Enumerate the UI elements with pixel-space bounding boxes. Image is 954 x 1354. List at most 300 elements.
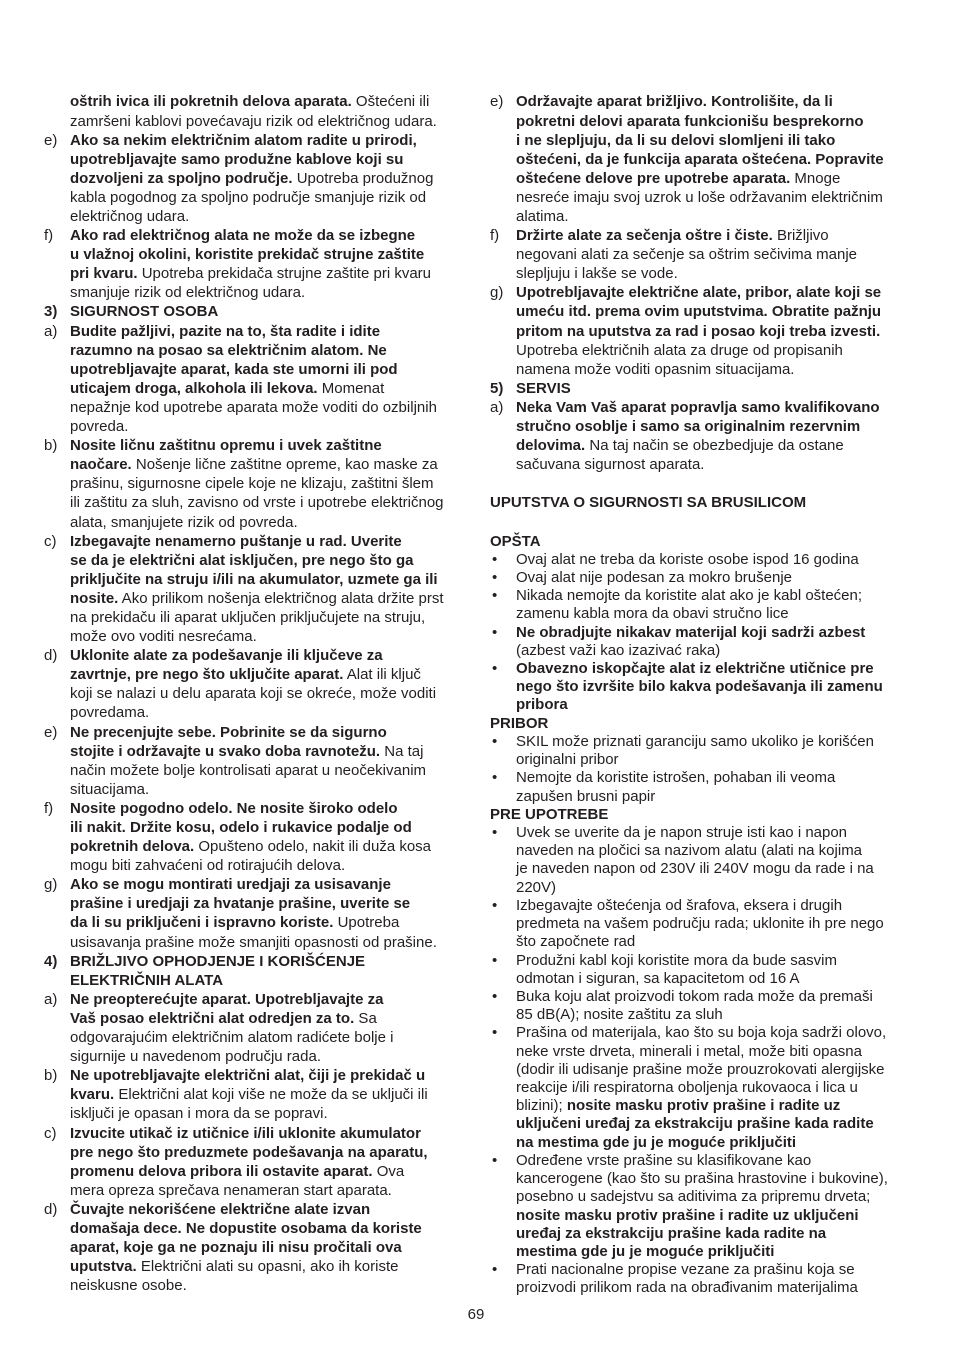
bold-text: Budite pažljivi, pazite na to, šta radite i idite xyxy=(70,322,381,340)
text-line xyxy=(70,169,484,188)
item-marker: e) xyxy=(490,93,504,111)
bold-text: razumno na posao sa električnim alatom. Ne xyxy=(70,341,387,359)
body-text: Upotreba električnih alata za druge od propisanih xyxy=(516,341,843,359)
text-line xyxy=(516,1225,930,1243)
page-number: 69 xyxy=(467,1305,485,1323)
text-line xyxy=(516,751,930,769)
body-text: zapušen brusni papir xyxy=(516,787,656,805)
text-line xyxy=(70,570,484,589)
body-text: Prašina od materijala, kao što su boja koja sadrži olovo, xyxy=(516,1024,887,1042)
group-heading: PRE UPOTREBE xyxy=(490,805,609,823)
bold-text: da li su priključeni i ispravno koriste. xyxy=(70,914,334,932)
bold-text: pri kvaru. xyxy=(70,265,138,283)
body-text: Ovaj alat ne treba da koriste osobe ispod 16 godina xyxy=(516,550,859,568)
item-text xyxy=(70,723,484,799)
text-line xyxy=(70,703,484,722)
bullet-group xyxy=(490,715,930,806)
text-line xyxy=(70,780,484,799)
body-text: Upotreba xyxy=(333,914,400,932)
bold-text: Neka Vam Vaš aparat popravlja samo kvalifikovano xyxy=(516,398,880,416)
text-line xyxy=(70,379,484,398)
text-line xyxy=(516,1207,930,1225)
text-line xyxy=(516,1261,930,1279)
bullet-item xyxy=(490,569,930,587)
bold-text: Ne obradjujte nikakav materijal koji sadrži azbest xyxy=(516,623,866,641)
body-text: Brižljivo xyxy=(772,227,829,245)
item-text xyxy=(70,302,484,321)
body-text: proizvodi prilikom rada na obrađivanim materijalima xyxy=(516,1279,858,1297)
bold-text: nego što izvršite bilo kakva podešavanja ili zamenu xyxy=(516,678,883,696)
item-text xyxy=(516,283,930,378)
body-text: sigurnije u navedenom području rada. xyxy=(70,1048,321,1066)
right-column xyxy=(490,92,930,1297)
text-line xyxy=(70,665,484,684)
bold-text: aparat, koje ga ne poznaju ili nisu pročitali ova xyxy=(70,1239,402,1257)
body-text: kabla pogodnog za spoljno područje smanjuje rizik od xyxy=(70,188,427,206)
list-item xyxy=(44,1124,484,1200)
body-text: namena može voditi opasnim situacijama. xyxy=(516,360,795,378)
text-line xyxy=(70,417,484,436)
body-text: (azbest važi kao izazivać raka) xyxy=(516,641,721,659)
text-line xyxy=(70,799,484,818)
text-line xyxy=(70,532,484,551)
bold-text: umeću itd. prema ovim uputstvima. Obratite pažnju xyxy=(516,303,882,321)
item-marker: f) xyxy=(44,799,54,817)
body-text: kancerogene (kao što su prašina hrastovine i bukovine), xyxy=(516,1170,888,1188)
item-text xyxy=(516,226,930,283)
bullet-marker: • xyxy=(492,568,498,586)
item-marker: a) xyxy=(490,398,504,416)
body-text: Prati nacionalne propise vezane za prašinu koja se xyxy=(516,1261,855,1279)
text-line xyxy=(70,513,484,532)
body-text: Upotreba prekidača strujne zaštite pri kvaru xyxy=(137,265,432,283)
text-line xyxy=(70,1047,484,1066)
bullet-group xyxy=(490,532,930,715)
item-marker: g) xyxy=(490,284,504,302)
bold-text: prašine i uredjaji za hvatanje prašine, uverite se xyxy=(70,895,411,913)
bullet-item xyxy=(490,551,930,569)
bold-text: domašaja dece. Ne dopustite osobama da koriste xyxy=(70,1219,422,1237)
body-text: Nikada nemojte da koristite alat ako je kabl oštećen; xyxy=(516,587,863,605)
item-text xyxy=(516,660,930,715)
item-text xyxy=(516,398,930,474)
bullet-marker: • xyxy=(492,951,498,969)
body-text: način možete bolje kontrolisati aparat u neočekivanim xyxy=(70,761,427,779)
text-line xyxy=(70,837,484,856)
text-line xyxy=(70,646,484,665)
bold-text: uključeni uređaj za ekstrakciju prašine kada radite xyxy=(516,1115,874,1133)
body-text: Na taj način se obezbedjuje da ostane xyxy=(585,437,844,455)
body-text: nepažnje kod upotrebe aparata može voditi do ozbiljnih xyxy=(70,398,437,416)
bold-text: se da je električni alat isključen, pre nego što ga xyxy=(70,551,414,569)
list-item xyxy=(44,990,484,1066)
text-line xyxy=(516,398,930,417)
text-line xyxy=(70,627,484,646)
text-line xyxy=(70,913,484,932)
body-text: zamršeni kablovi povećavaju rizik od električnog udara. xyxy=(70,112,437,130)
bullet-marker: • xyxy=(492,732,498,750)
bullet-item xyxy=(490,769,930,805)
text-line xyxy=(516,824,930,842)
text-line xyxy=(70,226,484,245)
item-text xyxy=(516,1024,930,1152)
item-text xyxy=(70,1066,484,1123)
text-line xyxy=(70,1085,484,1104)
text-line xyxy=(516,678,930,696)
text-line xyxy=(516,322,930,341)
text-line xyxy=(70,1181,484,1200)
body-text: koji se nalazi u delu aparata koji se okreće, može voditi xyxy=(70,685,437,703)
body-text: mogu biti zahvaćeni od rotirajućih delova. xyxy=(70,857,346,875)
body-text: Alat ili ključ xyxy=(343,666,421,684)
item-marker: d) xyxy=(44,1200,58,1218)
safety-list-continued xyxy=(490,92,930,474)
body-text: neke vrste drveta, minerali i metal, može biti opasna xyxy=(516,1042,862,1060)
item-marker: 3) xyxy=(44,303,58,321)
bold-text: stručno osoblje i samo sa originalnim rezervnim xyxy=(516,418,861,436)
body-text: posebno u sadejstvu sa aditivima za pripremu drveta; xyxy=(516,1188,871,1206)
body-text: sačuvana sigurnost aparata. xyxy=(516,456,705,474)
section-heading xyxy=(490,379,930,398)
bullet-item xyxy=(490,952,930,988)
text-line xyxy=(516,1006,930,1024)
list-item xyxy=(44,646,484,722)
text-line xyxy=(70,742,484,761)
bold-text: pokretnih delova. xyxy=(70,838,195,856)
body-text: 220V) xyxy=(516,878,557,896)
text-line xyxy=(516,283,930,302)
body-text: Određene vrste prašine su klasifikovane kao xyxy=(516,1151,812,1169)
bullet-item xyxy=(490,733,930,769)
bold-text: Održavajte aparat brižljivo. Kontrolišite, da li xyxy=(516,93,833,111)
text-line xyxy=(70,990,484,1009)
text-line xyxy=(516,436,930,455)
text-line xyxy=(516,1097,930,1115)
text-line xyxy=(70,150,484,169)
bullet-list xyxy=(490,733,930,806)
body-text: usisavanja prašine može smanjiti opasnosti od prašine. xyxy=(70,933,437,951)
bullet-marker: • xyxy=(492,987,498,1005)
group-heading: PRIBOR xyxy=(490,714,549,732)
item-text xyxy=(70,1124,484,1200)
bold-text: pritom na uputstva za rad i posao koji treba izvesti. xyxy=(516,322,881,340)
bold-text: dozvoljeni za spoljno područje. xyxy=(70,169,293,187)
bold-text: Izbegavajte nenamerno puštanje u rad. Uverite xyxy=(70,532,402,550)
bullet-item xyxy=(490,1261,930,1297)
list-item xyxy=(44,799,484,875)
text-line xyxy=(70,283,484,302)
text-line xyxy=(70,1200,484,1219)
body-text: Nošenje lične zaštitne opreme, kao maske za xyxy=(131,456,438,474)
text-line xyxy=(70,1124,484,1143)
text-line xyxy=(516,302,930,321)
text-line xyxy=(70,1257,484,1276)
body-text: blizini); xyxy=(516,1097,563,1115)
text-line xyxy=(516,1061,930,1079)
text-line xyxy=(70,971,484,990)
body-text: alatima. xyxy=(516,208,569,225)
body-text: Ovaj alat nije podesan za mokro brušenje xyxy=(516,568,792,586)
item-text xyxy=(516,988,930,1024)
bold-text: upotrebljavajte samo produžne kablove koji su xyxy=(70,150,404,168)
body-text: povredama. xyxy=(70,704,150,722)
bold-text: kvaru. xyxy=(70,1086,115,1104)
item-marker: b) xyxy=(44,437,58,455)
grinder-safety-section xyxy=(490,493,930,1297)
bold-text: promenu delova pribora ili ostavite aparat. xyxy=(70,1162,373,1180)
body-text: Buka koju alat proizvodi tokom rada može da premaši xyxy=(516,987,873,1005)
item-marker: e) xyxy=(44,131,58,149)
bold-text: nosite masku protiv prašine i radite uz uključeni xyxy=(516,1206,859,1224)
bold-text: Čuvajte nekorišćene električne alate izvan xyxy=(70,1200,371,1218)
text-line xyxy=(70,1009,484,1028)
body-text: Oštećeni ili xyxy=(351,93,430,111)
text-line xyxy=(516,660,930,678)
bold-text: Izvucite utikač iz utičnice i/ili uklonite akumulator xyxy=(70,1124,421,1142)
body-text: smanjuje rizik od električnog udara. xyxy=(70,284,306,302)
item-text xyxy=(70,799,484,875)
list-item xyxy=(490,92,930,226)
text-line xyxy=(70,1143,484,1162)
text-line xyxy=(516,360,930,379)
item-marker: e) xyxy=(44,723,58,741)
text-line xyxy=(516,605,930,623)
text-line xyxy=(70,875,484,894)
bold-text: mestima gde ju je moguće priključiti xyxy=(516,1243,775,1260)
group-heading: OPŠTA xyxy=(490,532,541,550)
body-text: Ako prilikom nošenja električnog alata držite prst xyxy=(118,589,444,607)
section-heading xyxy=(44,302,484,321)
text-line xyxy=(70,245,484,264)
text-line xyxy=(70,1162,484,1181)
text-line xyxy=(70,360,484,379)
bullet-item xyxy=(490,1152,930,1261)
body-text: Sa xyxy=(354,1009,377,1027)
bold-text: Vaš posao električni alat odredjen za to. xyxy=(70,1009,355,1027)
bullet-group xyxy=(490,806,930,1298)
text-line xyxy=(70,894,484,913)
text-line xyxy=(516,842,930,860)
body-text: električnog udara. xyxy=(70,208,190,225)
text-line xyxy=(70,92,484,111)
bold-text: nosite masku protiv prašine i radite uz xyxy=(562,1097,841,1115)
bullet-list xyxy=(490,551,930,715)
text-line xyxy=(70,608,484,627)
bullet-marker: • xyxy=(492,623,498,641)
text-line xyxy=(516,915,930,933)
list-item xyxy=(490,226,930,283)
list-item xyxy=(44,1066,484,1123)
bold-text: oštećeni, da je funkcija aparata oštećena. Popravite xyxy=(516,150,884,168)
item-text xyxy=(70,436,484,531)
bold-text: Nosite pogodno odelo. Ne nosite široko odelo xyxy=(70,799,398,817)
bold-text: priključite na struju i/ili na akumulator, uzmete ga ili xyxy=(70,570,438,588)
bold-text: uticajem droga, alkohola ili lekova. xyxy=(70,379,318,397)
item-marker: c) xyxy=(44,1124,57,1142)
body-text: alata, smanjujete rizik od povreda. xyxy=(70,513,298,531)
bold-text: Nosite ličnu zaštitnu opremu i uvek zaštitne xyxy=(70,437,382,455)
body-text: zamenu kabla mora da obavi stručno lice xyxy=(516,605,789,623)
item-marker: d) xyxy=(44,647,58,665)
body-text: što započnete rad xyxy=(516,933,636,951)
item-text xyxy=(516,769,930,805)
item-text xyxy=(516,824,930,897)
text-line xyxy=(516,551,930,569)
text-line xyxy=(516,733,930,751)
body-text: isključi je opasan i mora da se popravi. xyxy=(70,1105,328,1123)
text-line xyxy=(516,1043,930,1061)
body-text: povreda. xyxy=(70,418,129,436)
text-line xyxy=(70,112,484,131)
list-item xyxy=(44,723,484,799)
item-text xyxy=(70,1200,484,1295)
bold-text: pribora xyxy=(516,696,568,714)
text-line xyxy=(516,642,930,660)
item-marker: 4) xyxy=(44,952,58,970)
body-text: prašinu, sigurnosne cipele koje ne klizaju, zaštitni šlem xyxy=(70,475,434,493)
body-text: Produžni kabl koji koristite mora da bude sasvim xyxy=(516,951,837,969)
body-text: je naveden napon od 230V ili 240V mogu da rade i na xyxy=(516,860,874,878)
body-text: mera opreza sprečava nenameran start aparata. xyxy=(70,1181,392,1199)
bullet-item xyxy=(490,624,930,660)
text-line xyxy=(70,398,484,417)
list-item xyxy=(44,226,484,302)
text-line xyxy=(70,551,484,570)
body-text: na prekidaču ili aparat uključen priključujete na struju, xyxy=(70,608,426,626)
bold-text: pokretni delovi aparata funkcionišu besprekorno xyxy=(516,112,864,130)
body-text: naveden na pločici sa nazivom alatu (alati na kojima xyxy=(516,842,863,860)
text-line xyxy=(70,493,484,512)
text-line xyxy=(516,696,930,714)
body-text: slepljuju i lakše se vode. xyxy=(516,265,678,283)
list-item xyxy=(44,875,484,951)
text-line xyxy=(516,455,930,474)
bold-text: Upotrebljavajte električne alate, pribor, alate koji se xyxy=(516,284,882,302)
bullet-item xyxy=(490,897,930,952)
text-line xyxy=(70,761,484,780)
item-marker: a) xyxy=(44,990,58,1008)
bold-text: zavrtnje, pre nego što uključite aparat. xyxy=(70,666,344,684)
text-line xyxy=(70,1104,484,1123)
text-line xyxy=(70,1238,484,1257)
bullet-marker: • xyxy=(492,587,498,605)
bold-text: naočare. xyxy=(70,456,132,474)
bold-text: Ne preopterećujte aparat. Upotrebljavajte za xyxy=(70,990,384,1008)
text-line xyxy=(70,723,484,742)
body-text: (dodir ili udisanje prašine može prouzrokovati alergijske xyxy=(516,1060,885,1078)
bold-text: i ne slepljuju, da li su delovi slomljeni ili tako xyxy=(516,131,836,149)
body-text: negovani alati za sečenje sa oštrim sečivima manje xyxy=(516,246,857,264)
item-text xyxy=(516,587,930,623)
body-text: odgovarajućim električnim alatom radićete bolje i xyxy=(70,1029,394,1047)
item-text xyxy=(70,131,484,226)
text-line xyxy=(516,1134,930,1152)
item-text xyxy=(516,569,930,587)
text-line xyxy=(70,455,484,474)
text-line xyxy=(70,436,484,455)
text-line xyxy=(516,769,930,787)
item-marker: b) xyxy=(44,1067,58,1085)
bold-text: stojite i održavajte u svako doba ravnotežu. xyxy=(70,742,381,760)
text-line xyxy=(516,587,930,605)
text-line xyxy=(70,322,484,341)
body-text: ili zaštitu za sluh, zavisno od vrste i upotrebe električnog xyxy=(70,494,444,512)
bold-text: Držirte alate za sečenja oštre i čiste. xyxy=(516,227,773,245)
bullet-marker: • xyxy=(492,550,498,568)
text-line xyxy=(516,379,930,398)
list-item xyxy=(44,131,484,226)
list-item xyxy=(44,532,484,647)
bullet-item xyxy=(490,1024,930,1152)
text-line xyxy=(70,1028,484,1047)
text-line xyxy=(516,569,930,587)
bold-text: BRIŽLJIVO OPHODJENJE I KORIŠĆENJE xyxy=(70,952,366,970)
bullet-item xyxy=(490,824,930,897)
text-line xyxy=(70,933,484,952)
item-text xyxy=(516,1261,930,1297)
body-text: SKIL može priznati garanciju samo ukoliko je korišćen xyxy=(516,732,874,750)
text-line xyxy=(70,589,484,608)
item-text xyxy=(516,952,930,988)
text-line xyxy=(516,1152,930,1170)
list-item xyxy=(44,1200,484,1295)
item-text xyxy=(70,322,484,437)
bold-text: delovima. xyxy=(516,437,586,455)
list-item xyxy=(44,436,484,531)
text-line xyxy=(516,1279,930,1297)
text-line xyxy=(516,341,930,360)
text-line xyxy=(516,897,930,915)
text-line xyxy=(70,264,484,283)
text-line xyxy=(516,1170,930,1188)
bold-text: pre nego što preduzmete podešavanja na aparatu, xyxy=(70,1143,428,1161)
text-line xyxy=(70,341,484,360)
item-marker: g) xyxy=(44,876,58,894)
item-marker: a) xyxy=(44,322,58,340)
item-marker: c) xyxy=(44,532,57,550)
text-line xyxy=(70,207,484,226)
body-text: Upotreba produžnog xyxy=(292,169,434,187)
item-text xyxy=(70,875,484,951)
body-text: predmeta na vašem području rada; uklonite ih pre nego xyxy=(516,915,884,933)
body-text: Opušteno odelo, nakit ili duža kosa xyxy=(194,838,432,856)
item-text xyxy=(516,379,930,398)
bold-text: Ako se mogu montirati uredjaji za usisavanje xyxy=(70,876,391,894)
text-line xyxy=(70,131,484,150)
bullet-item xyxy=(490,660,930,715)
list-item xyxy=(490,398,930,474)
item-text xyxy=(516,624,930,660)
bullet-marker: • xyxy=(492,1261,498,1279)
text-line xyxy=(516,624,930,642)
bullet-item xyxy=(490,988,930,1024)
bold-text: Uklonite alate za podešavanje ili ključeve za xyxy=(70,647,383,665)
body-text: Električni alati su opasni, ako ih koriste xyxy=(136,1258,399,1276)
bold-text: ili nakit. Držite kosu, odelo i rukavice podalje od xyxy=(70,819,412,836)
text-line xyxy=(70,684,484,703)
section-title: UPUTSTVA O SIGURNOSTI SA BRUSILICOM xyxy=(490,494,807,512)
item-text xyxy=(516,1152,930,1261)
text-line xyxy=(516,112,930,131)
text-line xyxy=(516,207,930,226)
text-line xyxy=(516,1024,930,1042)
bold-text: upotrebljavajte aparat, kada ste umorni ili pod xyxy=(70,360,398,378)
bold-text: Obavezno iskopčajte alat iz električne utičnice pre xyxy=(516,660,874,677)
bold-text: SIGURNOST OSOBA xyxy=(70,303,219,321)
bold-text: uputstva. xyxy=(70,1258,137,1276)
text-line xyxy=(70,818,484,837)
bullet-marker: • xyxy=(492,1151,498,1169)
